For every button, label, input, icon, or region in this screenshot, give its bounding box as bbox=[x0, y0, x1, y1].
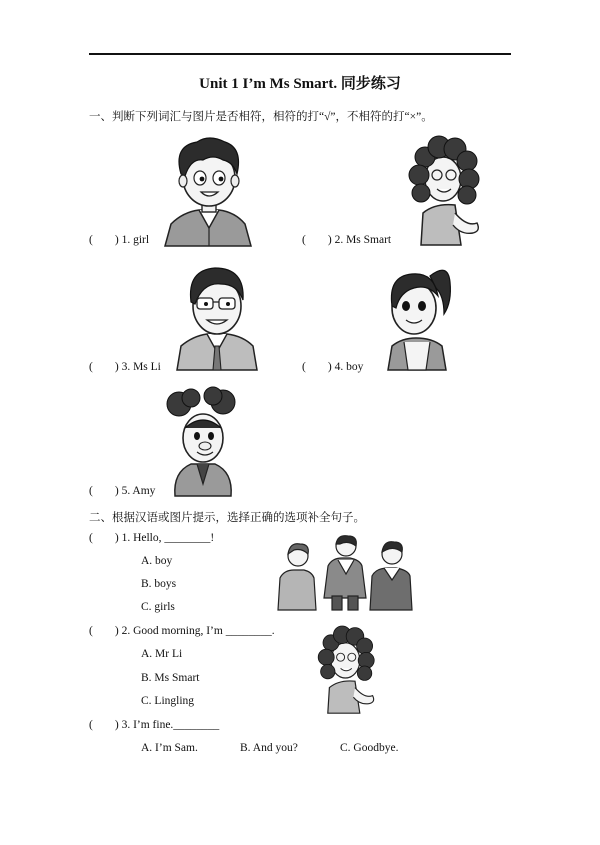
item-4: ( ) 4. boy bbox=[302, 361, 364, 373]
amy-illustration bbox=[167, 388, 239, 498]
ms-smart-illustration bbox=[405, 135, 485, 247]
boy-middle bbox=[324, 536, 366, 610]
part1-instruction: 一、判断下列词汇与图片是否相符，相符的打“√”，不相符的打“×”。 bbox=[89, 111, 433, 123]
option-c: C. Lingling bbox=[141, 695, 195, 707]
item-2: ( ) 2. Ms Smart bbox=[302, 234, 392, 246]
option-b: B. And you? bbox=[240, 742, 298, 754]
question-1: ( ) 1. Hello, ________! bbox=[89, 532, 215, 544]
ms-smart-small-illustration bbox=[315, 624, 379, 716]
option-a: A. boy bbox=[141, 555, 173, 567]
option-c: C. Goodbye. bbox=[340, 742, 399, 754]
item-label: 5. Amy bbox=[121, 485, 156, 497]
man-glasses-illustration bbox=[175, 262, 259, 372]
option-c: C. girls bbox=[141, 601, 175, 613]
question-stem: 1. Hello, ________! bbox=[121, 532, 215, 544]
option-b: B. Ms Smart bbox=[141, 672, 200, 684]
option-b: B. boys bbox=[141, 578, 177, 590]
girl-ponytail-illustration bbox=[378, 262, 458, 372]
item-3: ( ) 3. Ms Li bbox=[89, 361, 161, 373]
three-boys-illustration bbox=[276, 534, 414, 612]
item-label: 1. girl bbox=[121, 234, 150, 246]
option-a: A. I’m Sam. bbox=[141, 742, 198, 754]
question-2: ( ) 2. Good morning, I’m ________. bbox=[89, 625, 275, 637]
boy-left bbox=[278, 544, 316, 610]
option-a: A. Mr Li bbox=[141, 648, 183, 660]
question-stem: 3. I’m fine.________ bbox=[121, 719, 220, 731]
boy-illustration bbox=[163, 136, 255, 248]
item-5: ( ) 5. Amy bbox=[89, 485, 156, 497]
question-3: ( ) 3. I’m fine.________ bbox=[89, 719, 220, 731]
part2-instruction: 二、根据汉语或图片提示，选择正确的选项补全句子。 bbox=[89, 512, 365, 524]
page-title: Unit 1 I’m Ms Smart. 同步练习 bbox=[199, 76, 401, 92]
header-rule bbox=[89, 53, 511, 55]
item-1: ( ) 1. girl bbox=[89, 234, 150, 246]
item-label: 4. boy bbox=[334, 361, 364, 373]
item-label: 2. Ms Smart bbox=[334, 234, 392, 246]
item-label: 3. Ms Li bbox=[121, 361, 161, 373]
boy-right bbox=[370, 542, 412, 610]
question-stem: 2. Good morning, I’m ________. bbox=[121, 625, 275, 637]
